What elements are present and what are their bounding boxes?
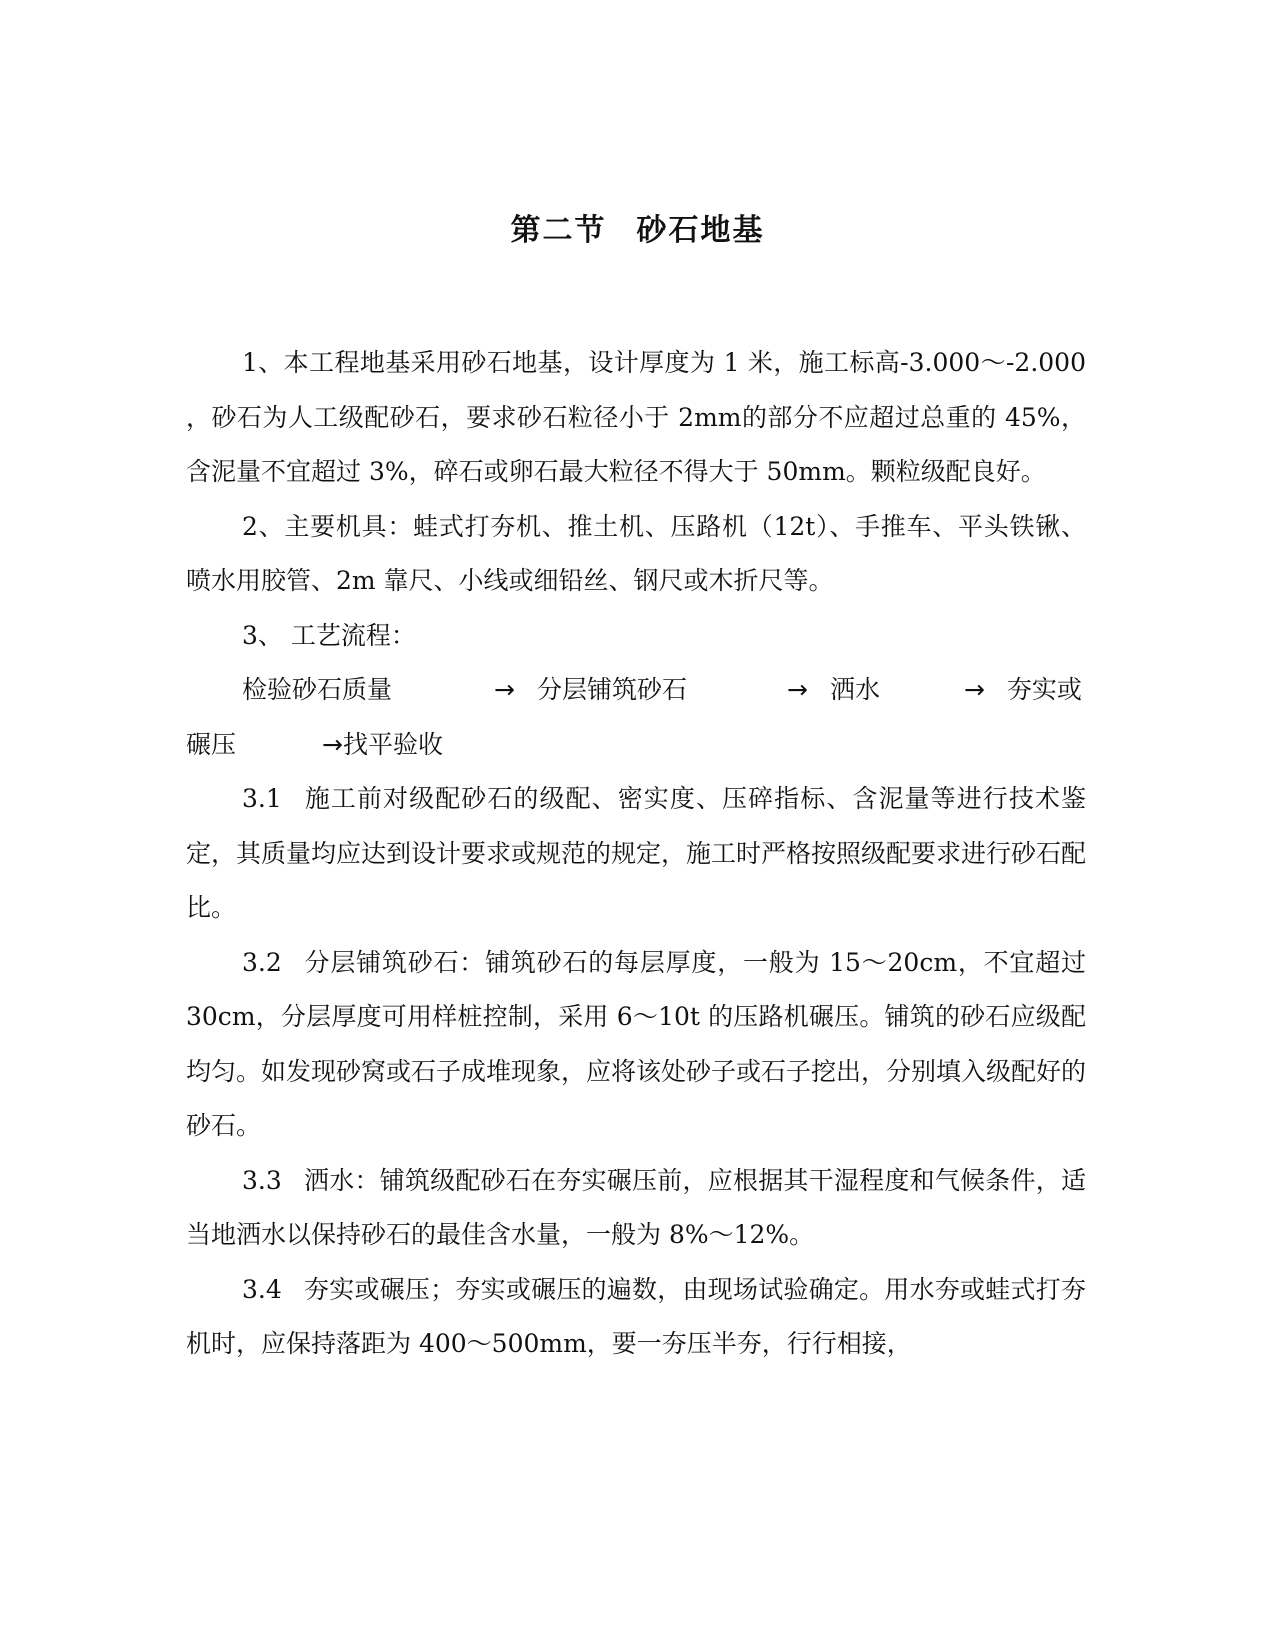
process-flow: [186, 663, 1086, 772]
paragraph-3: 3、 工艺流程：: [242, 620, 416, 650]
flow-step-3: 洒水: [829, 675, 880, 704]
page-title: [0, 205, 1275, 249]
section-3-3: [186, 1154, 1086, 1263]
section-number: 3.2: [242, 947, 282, 977]
flow-step-4: 夯实或碾压: [186, 675, 1082, 759]
flow-arrow-icon: →: [322, 729, 343, 759]
flow-step-2: 分层铺筑砂石: [536, 675, 687, 704]
title-section-name: 砂石地基: [636, 213, 765, 248]
section-number: 3.1: [242, 784, 282, 813]
section-3-1: [186, 772, 1086, 936]
flow-step-5: 找平验收: [342, 729, 443, 759]
document-body: [186, 336, 1086, 1372]
section-text: 分层铺筑砂石：铺筑砂石的每层厚度，一般为 15～20cm，不宜超过 30cm，分层厚度可用样桩控制，采用 6～10t 的压路机碾压。铺筑的砂石应级配均匀。如发现砂窝或石子成堆现象，应将该处砂子或石子挖出，分别填入级配好的砂石。: [186, 947, 1087, 1140]
flow-arrow-icon: →: [786, 675, 808, 704]
paragraph-1: 1、本工程地基采用砂石地基，设计厚度为 1 米，施工标高-3.000～-2.000 ，砂石为人工级配砂石，要求砂石粒径小于 2mm的部分不应超过总重的 45%，含泥量不宜超过 3%，碎石或卵石最大粒径不得大于 50mm。颗粒级配良好。: [186, 348, 1086, 486]
title-section-number: 第二节: [510, 213, 607, 248]
flow-arrow-icon: →: [963, 675, 985, 704]
section-3-4: [186, 1263, 1086, 1372]
section-text: 夯实或碾压；夯实或碾压的遍数，由现场试验确定。用水夯或蛙式打夯机时，应保持落距为 400～500mm，要一夯压半夯，行行相接，: [186, 1274, 1086, 1358]
section-text: 洒水：铺筑级配砂石在夯实碾压前，应根据其干湿程度和气候条件，适当地洒水以保持砂石的最佳含水量，一般为 8%～12%。: [186, 1165, 1086, 1249]
section-3-2: [186, 936, 1086, 1154]
paragraph-2: 2、主要机具：蛙式打夯机、推土机、压路机（12t）、手推车、平头铁锹、喷水用胶管、2m 靠尺、小线或细铅丝、钢尺或木折尺等。: [186, 511, 1086, 595]
section-number: 3.3: [242, 1165, 282, 1195]
section-text: 施工前对级配砂石的级配、密实度、压碎指标、含泥量等进行技术鉴定，其质量均应达到设计要求或规范的规定，施工时严格按照级配要求进行砂石配比。: [186, 784, 1087, 922]
section-number: 3.4: [242, 1274, 282, 1304]
flow-step-1: 检验砂石质量: [242, 675, 393, 704]
flow-arrow-icon: →: [494, 675, 515, 704]
